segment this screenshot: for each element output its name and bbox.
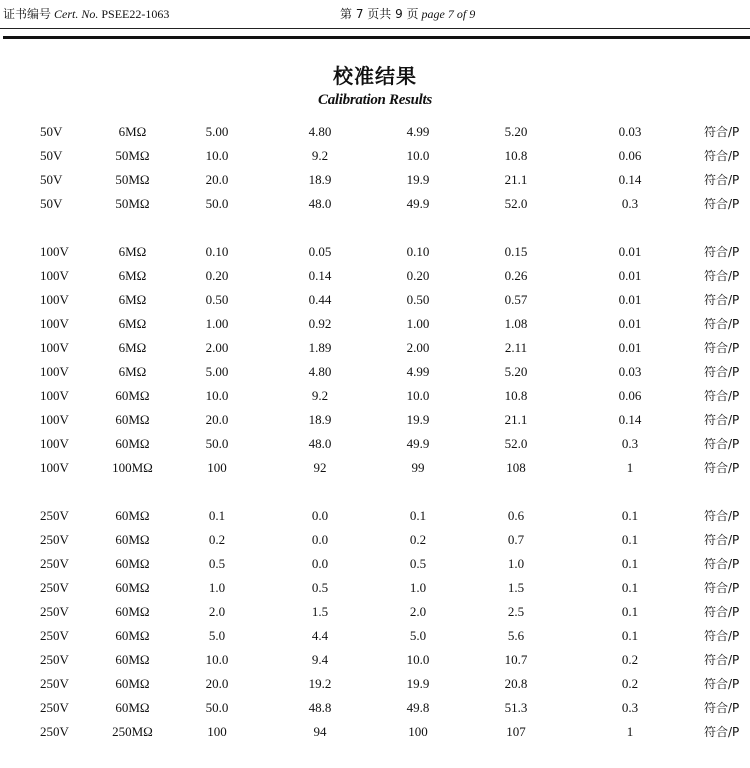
upper-limit-cell: 0.57 (504, 292, 528, 307)
table-row (0, 696, 750, 720)
upper-limit-cell: 0.7 (507, 532, 525, 547)
lower-limit-cell: 0.14 (308, 268, 332, 283)
nominal-value-cell: 1.00 (205, 316, 229, 331)
measured-value-cell: 49.8 (406, 700, 430, 715)
upper-limit-cell: 21.1 (504, 412, 528, 427)
lower-limit-cell: 92 (313, 460, 327, 475)
lower-limit-cell: 48.8 (308, 700, 332, 715)
range-cell: 60MΩ (115, 532, 150, 547)
nominal-value-cell: 5.0 (208, 628, 226, 643)
table-row (0, 624, 750, 648)
conclusion-cell: 符合/P (704, 197, 740, 211)
range-cell: 100MΩ (112, 460, 153, 475)
table-row (0, 120, 750, 144)
table-row (0, 360, 750, 384)
table-row (0, 672, 750, 696)
test-voltage-cell: 250V (40, 652, 69, 667)
range-cell: 60MΩ (115, 628, 150, 643)
page-title-en: Calibration Results (318, 92, 432, 108)
upper-limit-cell: 20.8 (504, 676, 528, 691)
uncertainty-cell: 0.14 (618, 172, 642, 187)
conclusion-cell: 符合/P (704, 461, 740, 475)
conclusion-cell: 符合/P (704, 605, 740, 619)
uncertainty-cell: 0.06 (618, 148, 642, 163)
measured-value-cell: 0.5 (409, 556, 427, 571)
uncertainty-cell: 0.01 (618, 268, 642, 283)
test-voltage-cell: 250V (40, 724, 69, 739)
uncertainty-cell: 0.1 (621, 556, 639, 571)
range-cell: 6MΩ (118, 364, 147, 379)
uncertainty-cell: 0.1 (621, 580, 639, 595)
nominal-value-cell: 20.0 (205, 412, 229, 427)
range-cell: 6MΩ (118, 340, 147, 355)
range-cell: 6MΩ (118, 292, 147, 307)
conclusion-cell: 符合/P (704, 509, 740, 523)
lower-limit-cell: 94 (313, 724, 327, 739)
table-row (0, 504, 750, 528)
conclusion-cell: 符合/P (704, 653, 740, 667)
cert-number-value: PSEE22-1063 (101, 7, 170, 21)
nominal-value-cell: 20.0 (205, 172, 229, 187)
upper-limit-cell: 0.6 (507, 508, 525, 523)
lower-limit-cell: 0.0 (311, 532, 329, 547)
nominal-value-cell: 50.0 (205, 196, 229, 211)
range-cell: 60MΩ (115, 700, 150, 715)
conclusion-cell: 符合/P (704, 125, 740, 139)
test-voltage-cell: 100V (40, 292, 69, 307)
lower-limit-cell: 48.0 (308, 436, 332, 451)
page-indicator-zh: 第 7 页共 9 页 (340, 7, 419, 21)
nominal-value-cell: 5.00 (205, 364, 229, 379)
page-indicator-en: page 7 of 9 (421, 7, 476, 21)
measured-value-cell: 0.2 (409, 532, 427, 547)
measured-value-cell: 0.50 (406, 292, 430, 307)
page-title-zh: 校准结果 (333, 64, 417, 88)
nominal-value-cell: 5.00 (205, 124, 229, 139)
uncertainty-cell: 0.3 (621, 196, 639, 211)
test-voltage-cell: 100V (40, 460, 69, 475)
measured-value-cell: 0.20 (406, 268, 430, 283)
uncertainty-cell: 0.06 (618, 388, 642, 403)
lower-limit-cell: 0.0 (311, 508, 329, 523)
range-cell: 60MΩ (115, 580, 150, 595)
test-voltage-cell: 250V (40, 628, 69, 643)
nominal-value-cell: 2.00 (205, 340, 229, 355)
measured-value-cell: 1.0 (409, 580, 427, 595)
table-row (0, 264, 750, 288)
measured-value-cell: 0.10 (406, 244, 430, 259)
conclusion-cell: 符合/P (704, 341, 740, 355)
upper-limit-cell: 51.3 (504, 700, 528, 715)
measured-value-cell: 19.9 (406, 412, 430, 427)
nominal-value-cell: 1.0 (208, 580, 226, 595)
lower-limit-cell: 18.9 (308, 172, 332, 187)
lower-limit-cell: 1.89 (308, 340, 332, 355)
range-cell: 60MΩ (115, 604, 150, 619)
lower-limit-cell: 1.5 (311, 604, 329, 619)
table-row (0, 384, 750, 408)
range-cell: 60MΩ (115, 436, 150, 451)
table-row (0, 648, 750, 672)
lower-limit-cell: 4.80 (308, 124, 332, 139)
table-row (0, 192, 750, 216)
upper-limit-cell: 10.8 (504, 148, 528, 163)
uncertainty-cell: 0.1 (621, 508, 639, 523)
test-voltage-cell: 250V (40, 580, 69, 595)
nominal-value-cell: 10.0 (205, 388, 229, 403)
nominal-value-cell: 0.50 (205, 292, 229, 307)
upper-limit-cell: 0.26 (504, 268, 528, 283)
uncertainty-cell: 0.03 (618, 364, 642, 379)
lower-limit-cell: 9.4 (311, 652, 329, 667)
test-voltage-cell: 250V (40, 532, 69, 547)
test-voltage-cell: 50V (40, 148, 63, 163)
range-cell: 50MΩ (115, 172, 150, 187)
conclusion-cell: 符合/P (704, 149, 740, 163)
conclusion-cell: 符合/P (704, 437, 740, 451)
range-cell: 60MΩ (115, 556, 150, 571)
measured-value-cell: 10.0 (406, 148, 430, 163)
group-spacer (0, 480, 750, 504)
uncertainty-cell: 0.1 (621, 604, 639, 619)
upper-limit-cell: 10.8 (504, 388, 528, 403)
table-row (0, 240, 750, 264)
measured-value-cell: 19.9 (406, 172, 430, 187)
measured-value-cell: 4.99 (406, 364, 430, 379)
upper-limit-cell: 2.5 (507, 604, 525, 619)
lower-limit-cell: 48.0 (308, 196, 332, 211)
nominal-value-cell: 0.10 (205, 244, 229, 259)
nominal-value-cell: 100 (207, 724, 227, 739)
upper-limit-cell: 52.0 (504, 196, 528, 211)
uncertainty-cell: 0.3 (621, 436, 639, 451)
test-voltage-cell: 100V (40, 316, 69, 331)
range-cell: 6MΩ (118, 316, 147, 331)
range-cell: 60MΩ (115, 652, 150, 667)
measured-value-cell: 10.0 (406, 388, 430, 403)
conclusion-cell: 符合/P (704, 293, 740, 307)
nominal-value-cell: 100 (207, 460, 227, 475)
range-cell: 6MΩ (118, 124, 147, 139)
conclusion-cell: 符合/P (704, 725, 740, 739)
test-voltage-cell: 50V (40, 124, 63, 139)
test-voltage-cell: 100V (40, 436, 69, 451)
upper-limit-cell: 1.5 (507, 580, 525, 595)
lower-limit-cell: 18.9 (308, 412, 332, 427)
range-cell: 60MΩ (115, 676, 150, 691)
lower-limit-cell: 19.2 (308, 676, 332, 691)
conclusion-cell: 符合/P (704, 245, 740, 259)
group-spacer (0, 216, 750, 240)
table-row (0, 528, 750, 552)
conclusion-cell: 符合/P (704, 677, 740, 691)
test-voltage-cell: 100V (40, 412, 69, 427)
uncertainty-cell: 0.03 (618, 124, 642, 139)
conclusion-cell: 符合/P (704, 173, 740, 187)
uncertainty-cell: 0.01 (618, 244, 642, 259)
nominal-value-cell: 0.5 (208, 556, 226, 571)
uncertainty-cell: 0.01 (618, 292, 642, 307)
upper-limit-cell: 108 (506, 460, 526, 475)
table-row (0, 600, 750, 624)
test-voltage-cell: 100V (40, 388, 69, 403)
measured-value-cell: 0.1 (409, 508, 427, 523)
table-row (0, 312, 750, 336)
nominal-value-cell: 2.0 (208, 604, 226, 619)
range-cell: 250MΩ (112, 724, 153, 739)
conclusion-cell: 符合/P (704, 269, 740, 283)
cert-label-en: Cert. No. (54, 7, 99, 21)
uncertainty-cell: 0.2 (621, 652, 639, 667)
test-voltage-cell: 250V (40, 700, 69, 715)
nominal-value-cell: 0.2 (208, 532, 226, 547)
nominal-value-cell: 20.0 (205, 676, 229, 691)
measured-value-cell: 1.00 (406, 316, 430, 331)
table-row (0, 144, 750, 168)
measured-value-cell: 99 (411, 460, 425, 475)
conclusion-cell: 符合/P (704, 701, 740, 715)
table-row (0, 168, 750, 192)
cert-label-zh: 证书编号 (3, 7, 52, 21)
lower-limit-cell: 9.2 (311, 388, 329, 403)
nominal-value-cell: 0.1 (208, 508, 226, 523)
header-rule-thick (3, 36, 750, 39)
upper-limit-cell: 107 (506, 724, 526, 739)
lower-limit-cell: 0.5 (311, 580, 329, 595)
upper-limit-cell: 21.1 (504, 172, 528, 187)
conclusion-cell: 符合/P (704, 581, 740, 595)
nominal-value-cell: 50.0 (205, 436, 229, 451)
conclusion-cell: 符合/P (704, 413, 740, 427)
test-voltage-cell: 250V (40, 676, 69, 691)
certificate-number (3, 5, 169, 22)
conclusion-cell: 符合/P (704, 389, 740, 403)
table-row (0, 432, 750, 456)
test-voltage-cell: 100V (40, 244, 69, 259)
measured-value-cell: 4.99 (406, 124, 430, 139)
measured-value-cell: 19.9 (406, 676, 430, 691)
range-cell: 50MΩ (115, 148, 150, 163)
nominal-value-cell: 0.20 (205, 268, 229, 283)
upper-limit-cell: 5.20 (504, 124, 528, 139)
range-cell: 6MΩ (118, 244, 147, 259)
table-row (0, 408, 750, 432)
conclusion-cell: 符合/P (704, 533, 740, 547)
uncertainty-cell: 0.14 (618, 412, 642, 427)
uncertainty-cell: 0.3 (621, 700, 639, 715)
measured-value-cell: 100 (408, 724, 428, 739)
table-row (0, 552, 750, 576)
conclusion-cell: 符合/P (704, 317, 740, 331)
uncertainty-cell: 0.1 (621, 532, 639, 547)
upper-limit-cell: 0.15 (504, 244, 528, 259)
table-row (0, 336, 750, 360)
calibration-results-table (0, 120, 750, 744)
lower-limit-cell: 0.05 (308, 244, 332, 259)
test-voltage-cell: 50V (40, 172, 63, 187)
nominal-value-cell: 10.0 (205, 652, 229, 667)
table-row (0, 456, 750, 480)
measured-value-cell: 2.0 (409, 604, 427, 619)
uncertainty-cell: 1 (626, 724, 634, 739)
upper-limit-cell: 5.6 (507, 628, 525, 643)
lower-limit-cell: 0.44 (308, 292, 332, 307)
uncertainty-cell: 0.01 (618, 340, 642, 355)
range-cell: 6MΩ (118, 268, 147, 283)
uncertainty-cell: 0.2 (621, 676, 639, 691)
lower-limit-cell: 0.0 (311, 556, 329, 571)
range-cell: 60MΩ (115, 388, 150, 403)
conclusion-cell: 符合/P (704, 365, 740, 379)
table-row (0, 288, 750, 312)
measured-value-cell: 49.9 (406, 436, 430, 451)
uncertainty-cell: 1 (626, 460, 634, 475)
nominal-value-cell: 10.0 (205, 148, 229, 163)
upper-limit-cell: 2.11 (504, 340, 528, 355)
upper-limit-cell: 52.0 (504, 436, 528, 451)
measured-value-cell: 2.00 (406, 340, 430, 355)
table-row (0, 576, 750, 600)
conclusion-cell: 符合/P (704, 557, 740, 571)
test-voltage-cell: 100V (40, 340, 69, 355)
measured-value-cell: 5.0 (409, 628, 427, 643)
page-indicator (340, 5, 475, 22)
range-cell: 60MΩ (115, 412, 150, 427)
upper-limit-cell: 1.0 (507, 556, 525, 571)
uncertainty-cell: 0.01 (618, 316, 642, 331)
upper-limit-cell: 10.7 (504, 652, 528, 667)
nominal-value-cell: 50.0 (205, 700, 229, 715)
test-voltage-cell: 50V (40, 196, 63, 211)
uncertainty-cell: 0.1 (621, 628, 639, 643)
measured-value-cell: 49.9 (406, 196, 430, 211)
test-voltage-cell: 250V (40, 508, 69, 523)
header-rule-thin (0, 28, 750, 29)
lower-limit-cell: 9.2 (311, 148, 329, 163)
lower-limit-cell: 4.4 (311, 628, 329, 643)
test-voltage-cell: 250V (40, 604, 69, 619)
test-voltage-cell: 100V (40, 268, 69, 283)
table-row (0, 720, 750, 744)
test-voltage-cell: 100V (40, 364, 69, 379)
lower-limit-cell: 4.80 (308, 364, 332, 379)
test-voltage-cell: 250V (40, 556, 69, 571)
lower-limit-cell: 0.92 (308, 316, 332, 331)
range-cell: 50MΩ (115, 196, 150, 211)
conclusion-cell: 符合/P (704, 629, 740, 643)
range-cell: 60MΩ (115, 508, 150, 523)
upper-limit-cell: 1.08 (504, 316, 528, 331)
measured-value-cell: 10.0 (406, 652, 430, 667)
upper-limit-cell: 5.20 (504, 364, 528, 379)
